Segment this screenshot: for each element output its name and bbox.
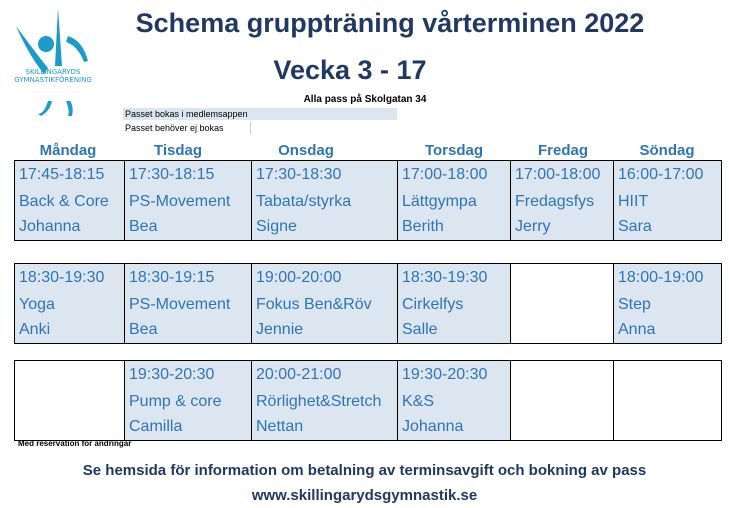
class-leader: Signe (256, 218, 297, 235)
club-logo (8, 6, 98, 116)
class-cell[interactable] (252, 161, 398, 240)
empty-cell (15, 361, 125, 440)
class-cell[interactable] (398, 361, 511, 440)
day-header-0: Måndag (39, 142, 97, 159)
empty-cell (511, 361, 614, 440)
logo-text-line1: SKILLINGARYDS (25, 68, 81, 76)
day-header-4: Fredag (537, 142, 588, 159)
class-time: 18:30-19:15 (129, 269, 215, 286)
class-time: 19:30-20:30 (402, 366, 488, 383)
class-time: 17:30-18:15 (129, 166, 215, 183)
day-header-5: Söndag (639, 142, 695, 159)
class-cell[interactable] (511, 161, 614, 240)
empty-cell (511, 264, 614, 343)
class-time: 17:45-18:15 (19, 166, 105, 183)
class-leader: Anna (618, 321, 656, 338)
footer-url[interactable]: www.skillingarydsgymnastik.se (251, 487, 478, 504)
class-leader: Bea (129, 321, 158, 338)
class-leader: Johanna (402, 418, 464, 435)
class-name: Back & Core (19, 193, 109, 210)
class-leader: Camilla (129, 418, 183, 435)
class-time: 19:00-20:00 (256, 269, 342, 286)
class-time: 18:30-19:30 (402, 269, 488, 286)
schedule-block-2 (14, 360, 722, 441)
class-time: 18:00-19:00 (618, 269, 704, 286)
class-time: 19:30-20:30 (129, 366, 215, 383)
class-name: Rörlighet&Stretch (256, 393, 382, 410)
schedule-block-0 (14, 160, 722, 241)
class-cell[interactable] (252, 361, 398, 440)
legend-not-booked: Passet behöver ej bokas (123, 122, 251, 134)
class-name: K&S (402, 393, 435, 410)
class-leader: Johanna (19, 218, 81, 235)
class-cell[interactable] (125, 361, 252, 440)
class-name: Fredagsfys (515, 193, 595, 210)
day-header-3: Torsdag (424, 142, 484, 159)
class-leader: Anki (19, 321, 51, 338)
class-leader: Bea (129, 218, 158, 235)
class-leader: Nettan (256, 418, 304, 435)
class-name: Yoga (19, 296, 55, 313)
day-header-2: Onsdag (278, 142, 334, 159)
class-cell[interactable] (125, 161, 252, 240)
class-time: 17:00-18:00 (402, 166, 488, 183)
class-time: 16:00-17:00 (618, 166, 704, 183)
class-name: Cirkelfys (402, 296, 464, 313)
footer-info: Se hemsida för information om betalning av terminsavgift och bokning av pass (82, 462, 647, 479)
day-header-1: Tisdag (153, 142, 203, 159)
class-leader: Jerry (515, 218, 551, 235)
class-time: 17:30-18:30 (256, 166, 342, 183)
class-name: PS-Movement (129, 296, 231, 313)
class-cell[interactable] (15, 264, 125, 343)
class-leader: Jennie (256, 321, 304, 338)
class-time: 20:00-21:00 (256, 366, 342, 383)
class-leader: Salle (402, 321, 438, 338)
class-cell[interactable] (398, 161, 511, 240)
class-cell[interactable] (252, 264, 398, 343)
class-time: 17:00-18:00 (515, 166, 601, 183)
location-text: Alla pass på Skolgatan 34 (303, 94, 427, 105)
class-name: Tabata/styrka (256, 193, 352, 210)
schedule-block-1 (14, 263, 722, 344)
class-name: Lättgympa (402, 193, 477, 210)
empty-cell (614, 361, 721, 440)
class-time: 18:30-19:30 (19, 269, 105, 286)
class-cell[interactable] (125, 264, 252, 343)
class-cell[interactable] (398, 264, 511, 343)
day-header-row (14, 142, 722, 160)
class-name: Step (618, 296, 651, 313)
class-name: Fokus Ben&Röv (256, 296, 372, 313)
class-leader: Berith (402, 218, 444, 235)
gymnast-logo-icon (8, 6, 98, 116)
week-range: Vecka 3 - 17 (273, 55, 427, 85)
class-name: Pump & core (129, 393, 222, 410)
class-cell[interactable] (614, 264, 721, 343)
class-cell[interactable] (614, 161, 721, 240)
legend-booked: Passet bokas i medlemsappen (123, 108, 397, 120)
page-title: Schema gruppträning vårterminen 2022 (135, 8, 645, 38)
logo-text-line2: GYMNASTIKFÖRENING (14, 76, 92, 84)
class-cell[interactable] (15, 161, 125, 240)
class-leader: Sara (618, 218, 652, 235)
class-name: HIIT (618, 193, 649, 210)
class-name: PS-Movement (129, 193, 231, 210)
reservation-note: Med reservation för ändringar (18, 439, 132, 448)
